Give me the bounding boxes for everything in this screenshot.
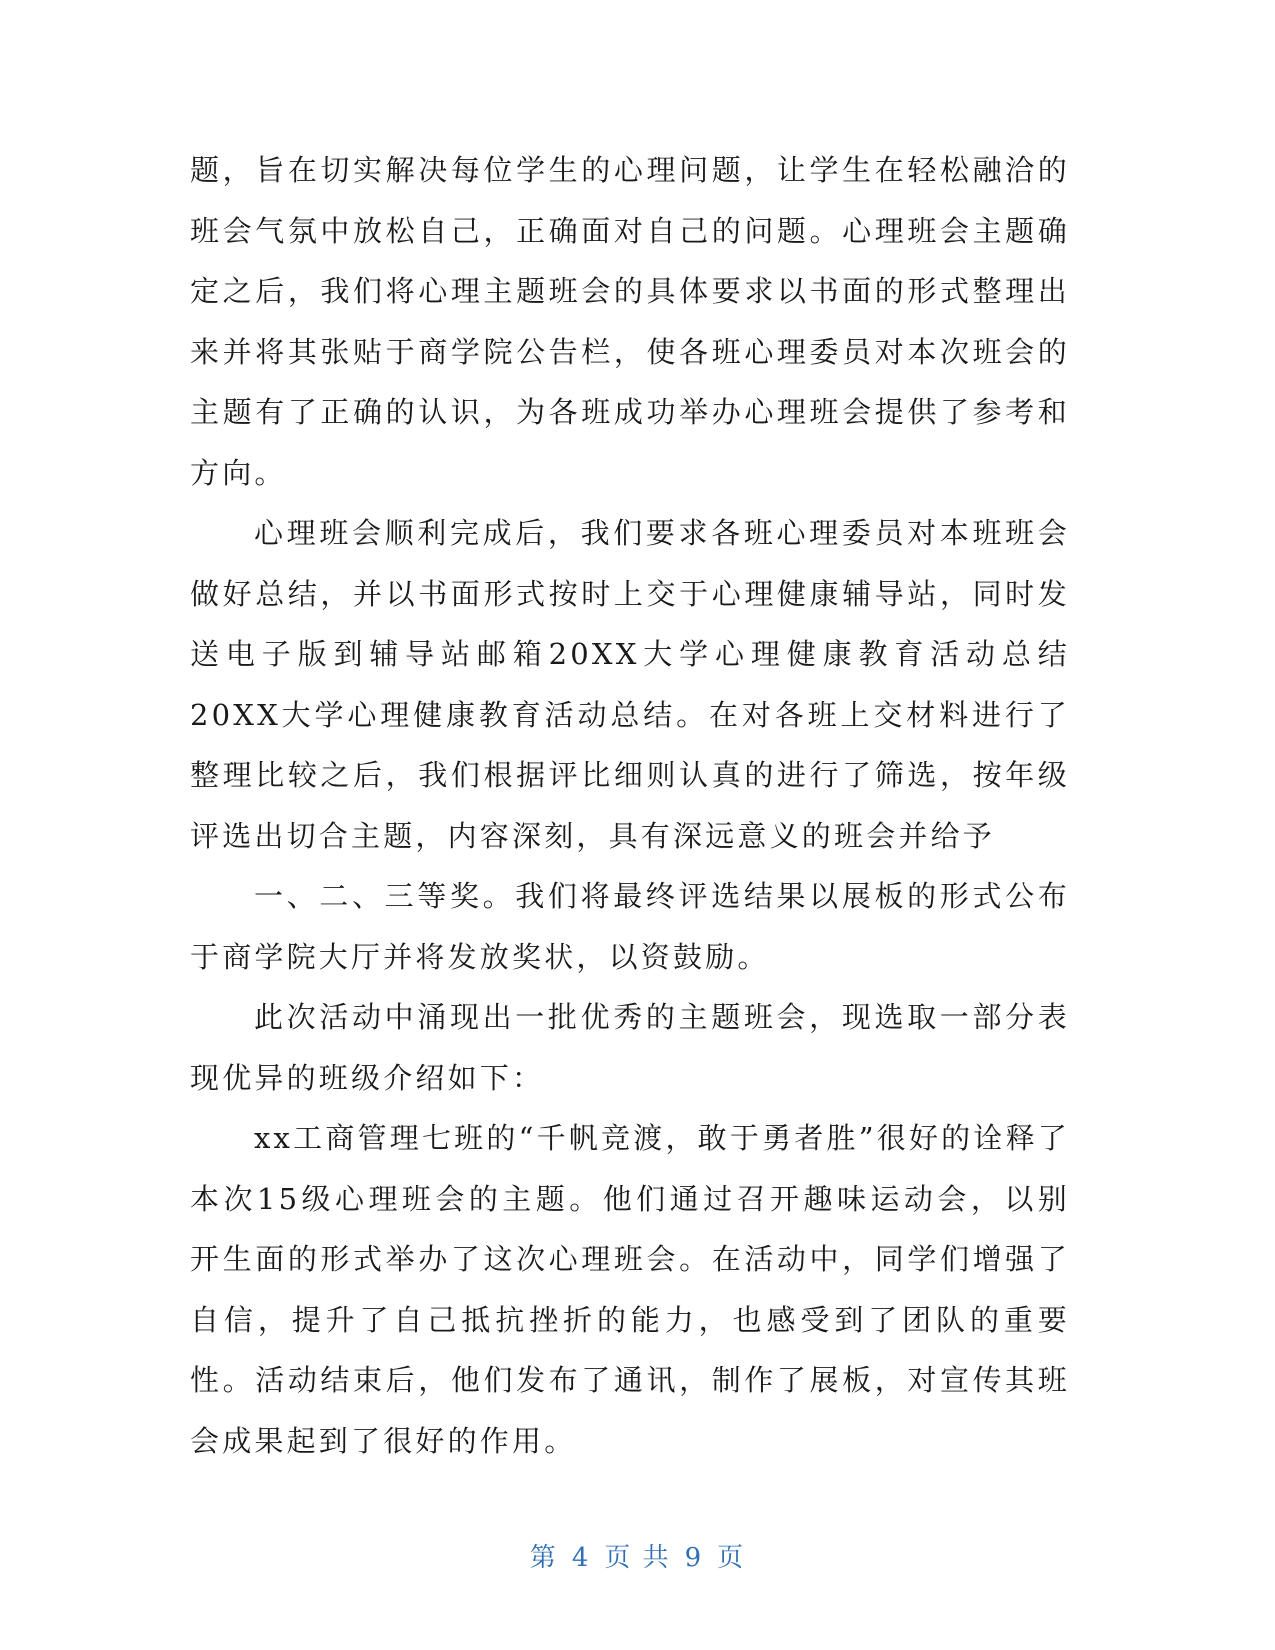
page-footer <box>0 1537 1275 1574</box>
footer-current-page: 4 <box>571 1543 591 1573</box>
footer-prefix: 第 <box>529 1543 558 1573</box>
footer-total-pages: 9 <box>684 1543 704 1573</box>
paragraph-2: 心理班会顺利完成后，我们要求各班心理委员对本班班会做好总结，并以书面形式按时上交于心理健康辅导站，同时发送电子版到辅导站邮箱20XX大学心理健康教育活动总结20XX大学心理健康教育活动总结。在对各班上交材料进行了整理比较之后，我们根据评比细则认真的进行了筛选，按年级评选出切合主题，内容深刻，具有深远意义的班会并给予 <box>190 516 1070 853</box>
paragraph-1: 题，旨在切实解决每位学生的心理问题，让学生在轻松融洽的班会气氛中放松自己，正确面对自己的问题。心理班会主题确定之后，我们将心理主题班会的具体要求以书面的形式整理出来并将其张贴于商学院公告栏，使各班心理委员对本次班会的主题有了正确的认识，为各班成功举办心理班会提供了参考和方向。 <box>190 153 1070 490</box>
footer-middle: 页 共 <box>604 1543 671 1573</box>
body-text <box>190 140 1070 1471</box>
footer-suffix: 页 <box>717 1543 746 1573</box>
paragraph-3: 一、二、三等奖。我们将最终评选结果以展板的形式公布于商学院大厅并将发放奖状，以资鼓励。 <box>190 879 1070 974</box>
paragraph-5: xx工商管理七班的“千帆竞渡，敢于勇者胜”很好的诠释了本次15级心理班会的主题。他们通过召开趣味运动会，以别开生面的形式举办了这次心理班会。在活动中，同学们增强了自信，提升了自己抵抗挫折的能力，也感受到了团队的重要性。活动结束后，他们发布了通讯，制作了展板，对宣传其班会成果起到了很好的作用。 <box>190 1121 1070 1458</box>
paragraph-4: 此次活动中涌现出一批优秀的主题班会，现选取一部分表现优异的班级介绍如下： <box>190 1000 1070 1095</box>
